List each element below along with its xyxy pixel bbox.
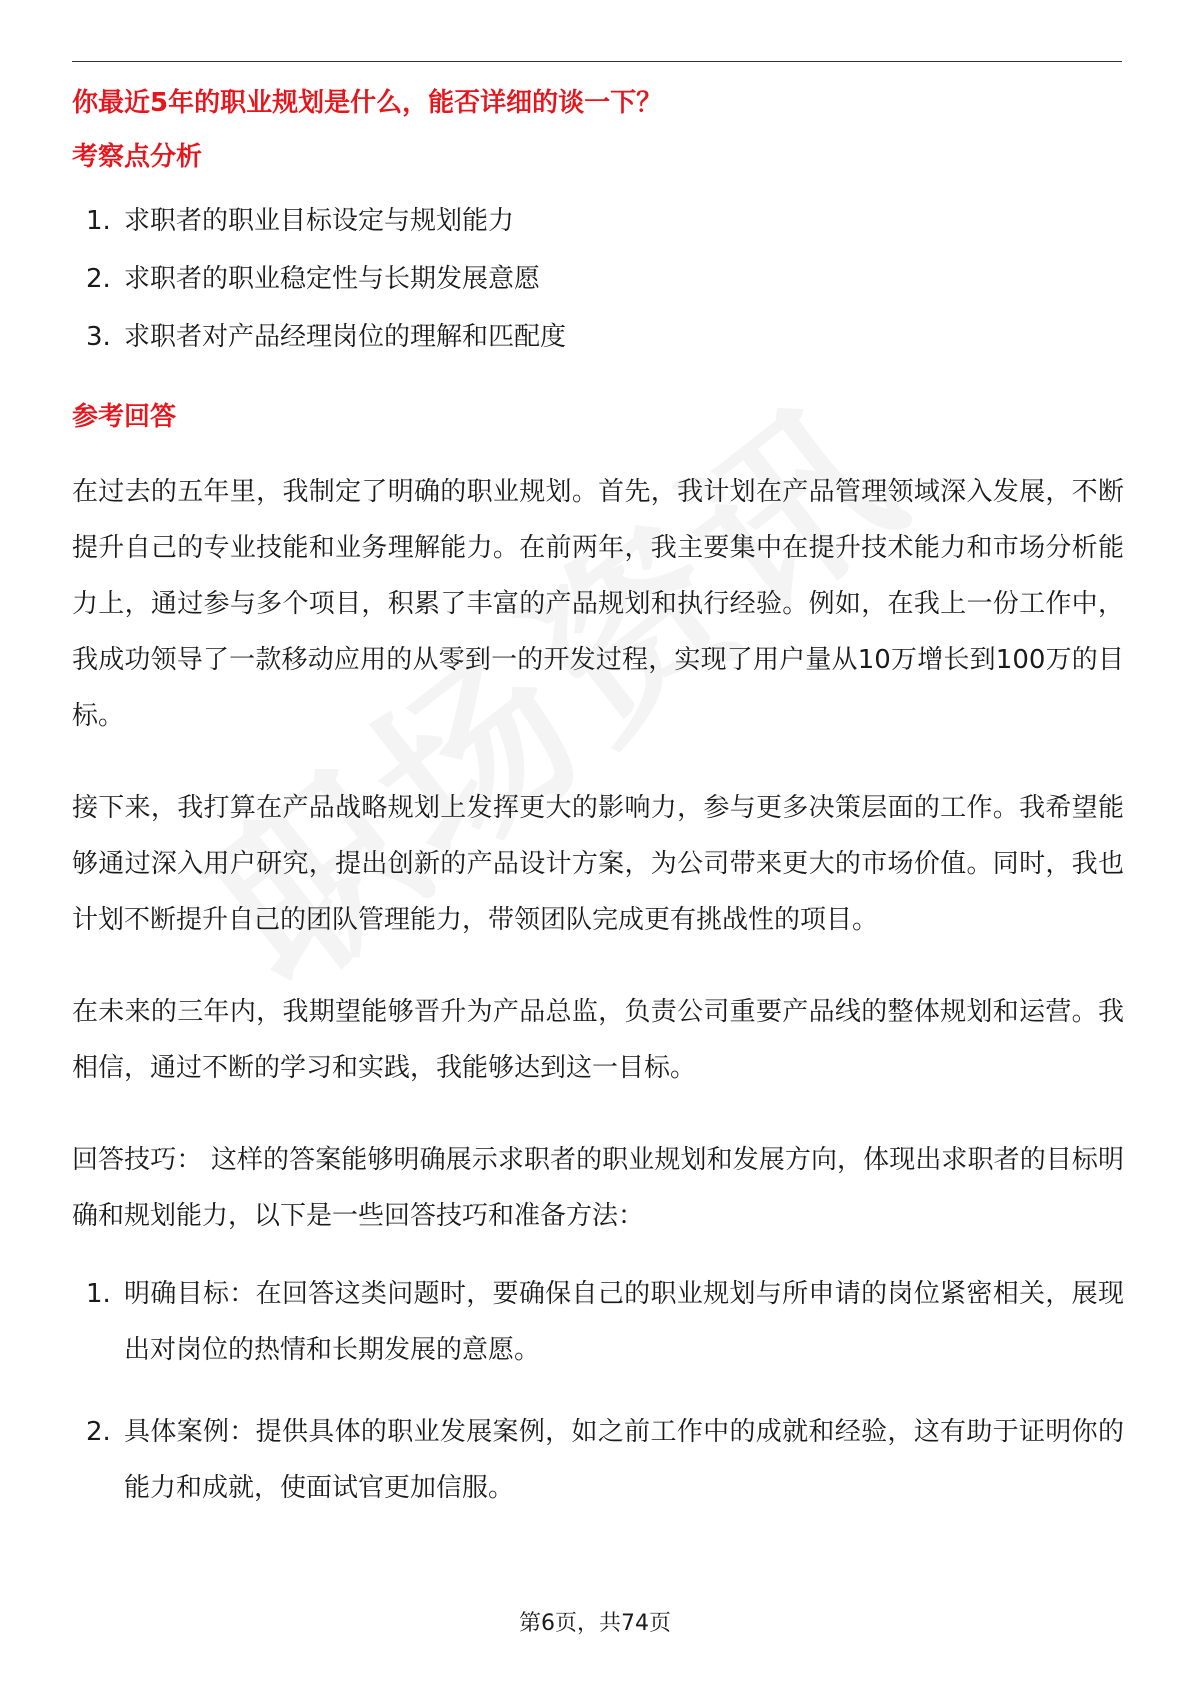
list-text: 具体案例：提供具体的职业发展案例，如之前工作中的成就和经验，这有助于证明你的能力和成就，使面试官更加信服。 xyxy=(124,1417,1124,1503)
page-content xyxy=(72,78,1124,1542)
page-footer: 第6页，共74页 xyxy=(519,1611,671,1636)
header-rule xyxy=(72,61,1122,62)
list-text: 求职者的职业稳定性与长期发展意愿 xyxy=(124,264,541,294)
list-number: 2. xyxy=(86,264,111,294)
analysis-list xyxy=(72,192,1124,366)
analysis-item xyxy=(72,192,1124,250)
tip-item xyxy=(72,1404,1124,1516)
answer-title: 参考回答 xyxy=(72,402,177,432)
answer-paragraph: 接下来，我打算在产品战略规划上发挥更大的影响力，参与更多决策层面的工作。我希望能够通过深入用户研究，提出创新的产品设计方案，为公司带来更大的市场价值。同时，我也计划不断提升自己的团队管理能力，带领团队完成更有挑战性的项目。 xyxy=(72,793,1124,935)
answer-paragraph: 在未来的三年内，我期望能够晋升为产品总监，负责公司重要产品线的整体规划和运营。我相信，通过不断的学习和实践，我能够达到这一目标。 xyxy=(72,997,1124,1083)
analysis-item xyxy=(72,250,1124,308)
list-text: 求职者的职业目标设定与规划能力 xyxy=(124,206,515,236)
analysis-item xyxy=(72,308,1124,366)
list-number: 2. xyxy=(86,1417,111,1447)
list-text: 求职者对产品经理岗位的理解和匹配度 xyxy=(124,322,567,352)
list-number: 1. xyxy=(86,1279,111,1309)
list-number: 3. xyxy=(86,322,111,352)
list-text: 明确目标：在回答这类问题时，要确保自己的职业规划与所申请的岗位紧密相关，展现出对岗位的热情和长期发展的意愿。 xyxy=(124,1279,1124,1365)
analysis-title: 考察点分析 xyxy=(72,142,203,172)
tips-intro-paragraph: 回答技巧： 这样的答案能够明确展示求职者的职业规划和发展方向，体现出求职者的目标明确和规划能力，以下是一些回答技巧和准备方法： xyxy=(72,1145,1124,1231)
list-number: 1. xyxy=(86,206,111,236)
tips-list xyxy=(72,1266,1124,1516)
tip-item xyxy=(72,1266,1124,1378)
answer-paragraph: 在过去的五年里，我制定了明确的职业规划。首先，我计划在产品管理领域深入发展，不断提升自己的专业技能和业务理解能力。在前两年，我主要集中在提升技术能力和市场分析能力上，通过参与多个项目，积累了丰富的产品规划和执行经验。例如，在我上一份工作中，我成功领导了一款移动应用的从零到一的开发过程，实现了用户量从10万增长到100万的目标。 xyxy=(72,477,1124,731)
question-heading: 你最近5年的职业规划是什么，能否详细的谈一下？ xyxy=(72,88,663,118)
